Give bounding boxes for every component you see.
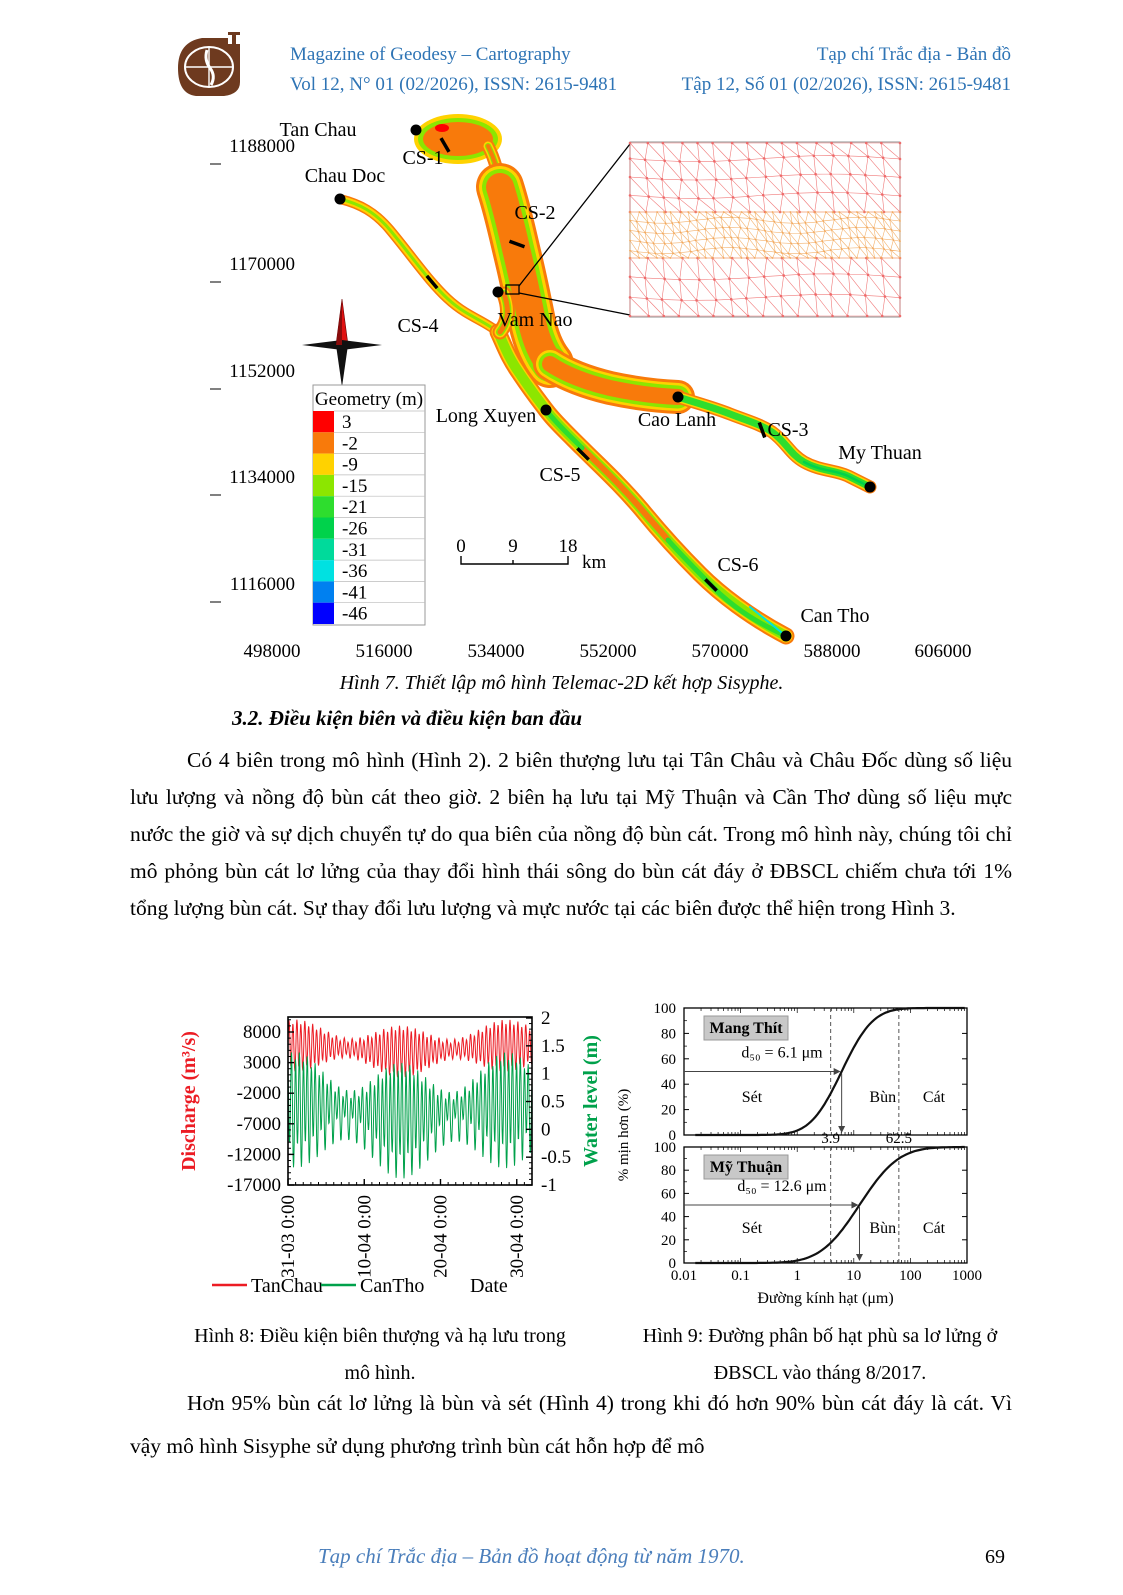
svg-text:-21: -21 [342,497,368,519]
svg-text:-9: -9 [342,454,358,476]
map-content [210,114,972,662]
svg-text:-17000: -17000 [227,1175,281,1196]
figure9-chart [612,985,1022,1310]
svg-text:Cát: Cát [922,1088,946,1106]
svg-text:8000: 8000 [243,1022,281,1043]
svg-text:TanChau: TanChau [251,1275,323,1297]
svg-text:-41: -41 [342,582,368,604]
svg-text:CS-1: CS-1 [402,147,444,169]
svg-text:1116000: 1116000 [229,574,295,595]
svg-text:62.5: 62.5 [885,1131,912,1147]
svg-text:0.01: 0.01 [670,1268,698,1284]
svg-text:1000: 1000 [952,1268,982,1284]
svg-text:Mang Thít: Mang Thít [709,1020,783,1037]
svg-text:Tan Chau: Tan Chau [279,119,357,141]
svg-text:18: 18 [558,536,578,557]
svg-text:Đường kính hạt (μm): Đường kính hạt (μm) [757,1290,894,1307]
svg-text:1134000: 1134000 [229,467,295,488]
svg-text:-0.5: -0.5 [541,1147,572,1169]
svg-text:20: 20 [661,1232,676,1249]
header-left [290,40,617,100]
svg-text:0: 0 [456,536,466,557]
svg-text:0.1: 0.1 [731,1268,750,1284]
svg-text:-2000: -2000 [236,1083,281,1105]
svg-text:80: 80 [661,1026,676,1043]
svg-text:CanTho: CanTho [360,1275,425,1297]
svg-text:9: 9 [508,536,518,557]
svg-text:1188000: 1188000 [229,136,295,157]
figure9-caption-line1: Hình 9: Đường phân bố hạt phù sa lơ lửng ở [642,1325,998,1347]
svg-text:516000: 516000 [355,641,413,662]
svg-text:80: 80 [661,1163,676,1180]
svg-text:3: 3 [342,412,352,433]
svg-text:-7000: -7000 [236,1113,281,1135]
svg-text:570000: 570000 [691,641,749,662]
svg-text:km: km [582,552,607,573]
svg-text:-12000: -12000 [227,1144,281,1166]
header-right [682,40,1011,100]
svg-text:0: 0 [668,1128,676,1144]
svg-text:Sét: Sét [741,1219,763,1237]
svg-text:-26: -26 [342,518,368,540]
compass-icon [302,299,382,387]
svg-text:Chau Doc: Chau Doc [304,165,386,187]
svg-text:-46: -46 [342,603,368,625]
figure9-caption [630,1318,1010,1392]
svg-text:Bùn: Bùn [869,1219,897,1237]
footer-journal-line: Tạp chí Trắc địa – Bản đồ hoạt động từ năm 1970. [318,1544,745,1568]
station-dot [411,125,422,136]
figure8-chart [165,985,610,1305]
svg-text:1.5: 1.5 [541,1035,565,1057]
mesh-inset [506,142,901,318]
figure8-caption-line2: mô hình. [344,1362,416,1384]
section-heading: 3.2. Điều kiện biên và điều kiện ban đầu [232,706,583,730]
svg-text:31-03 0:00: 31-03 0:00 [278,1195,299,1278]
journal-logo [170,30,252,108]
svg-text:d₅₀ = 6.1 μm: d₅₀ = 6.1 μm [741,1044,823,1062]
svg-text:2: 2 [541,1008,551,1029]
svg-text:552000: 552000 [579,641,637,662]
svg-text:20: 20 [661,1102,676,1119]
svg-text:-31: -31 [342,539,368,561]
svg-text:1170000: 1170000 [229,254,295,275]
svg-text:-2: -2 [342,433,358,455]
svg-text:CS-4: CS-4 [397,315,439,337]
svg-text:100: 100 [653,1140,676,1156]
journal-title-vi: Tạp chí Trắc địa - Bản đồ [816,44,1011,65]
svg-text:Discharge (m³/s): Discharge (m³/s) [178,1031,200,1171]
svg-text:CS-6: CS-6 [717,554,759,576]
svg-text:Mỹ Thuận: Mỹ Thuận [709,1159,783,1176]
svg-text:20-04 0:00: 20-04 0:00 [430,1195,452,1278]
journal-issue-en: Vol 12, N° 01 (02/2026), ISSN: 2615-9481 [290,74,618,95]
fig9-content [616,1001,982,1307]
svg-text:Water level (m): Water level (m) [580,1035,602,1167]
svg-text:CS-2: CS-2 [514,202,556,224]
svg-text:-36: -36 [342,561,368,583]
station-dot [493,287,504,298]
svg-text:1152000: 1152000 [229,361,295,382]
svg-text:1: 1 [541,1063,551,1085]
map-legend [313,385,425,625]
svg-text:0.5: 0.5 [541,1091,565,1113]
figure8-caption [150,1318,610,1392]
svg-text:My Thuan: My Thuan [838,442,922,464]
svg-text:CS-3: CS-3 [767,419,809,441]
footer-page-number: 69 [985,1546,1005,1568]
svg-text:Date: Date [470,1275,508,1297]
svg-text:CS-5: CS-5 [539,464,581,486]
svg-text:Long Xuyen: Long Xuyen [435,405,537,427]
svg-text:3000: 3000 [243,1052,281,1074]
svg-text:10-04 0:00: 10-04 0:00 [354,1195,376,1278]
svg-text:588000: 588000 [803,641,861,662]
svg-text:Can Tho: Can Tho [800,605,870,627]
svg-text:1: 1 [793,1268,801,1284]
svg-text:Geometry (m): Geometry (m) [314,389,424,410]
station-dot [865,482,876,493]
svg-text:-15: -15 [342,475,368,497]
series-CanTho [288,1052,532,1178]
svg-text:606000: 606000 [914,641,972,662]
figure8-caption-line1: Hình 8: Điều kiện biên thượng và hạ lưu trong [194,1325,566,1347]
svg-text:534000: 534000 [467,641,525,662]
figure7-map [190,112,1022,672]
svg-text:d₅₀ = 12.6 μm: d₅₀ = 12.6 μm [737,1178,827,1195]
svg-text:Bùn: Bùn [869,1088,897,1106]
figure9-caption-line2: ĐBSCL vào tháng 8/2017. [713,1362,927,1384]
svg-text:Sét: Sét [741,1088,763,1106]
svg-text:30-04 0:00: 30-04 0:00 [506,1195,528,1278]
journal-issue-vi: Tập 12, Số 01 (02/2026), ISSN: 2615-9481 [681,74,1011,95]
svg-text:% mịn hơn (%): % mịn hơn (%) [616,1088,632,1182]
svg-text:Vam Nao: Vam Nao [497,309,573,331]
svg-text:0: 0 [668,1256,676,1272]
svg-text:60: 60 [661,1051,676,1068]
geodesy-cartography-logo-icon [170,30,252,108]
station-dot [673,392,684,403]
fig8-content [178,1008,602,1297]
journal-title-en: Magazine of Geodesy – Cartography [290,44,571,65]
svg-text:100: 100 [653,1001,676,1017]
figure7-caption: Hình 7. Thiết lập mô hình Telemac-2D kết hợp Sisyphe. [339,672,784,694]
svg-text:498000: 498000 [243,641,301,662]
svg-text:60: 60 [661,1186,676,1203]
svg-text:-1: -1 [541,1175,557,1196]
station-dot [541,405,552,416]
svg-text:3.9: 3.9 [821,1131,841,1147]
svg-text:Cát: Cát [922,1219,946,1237]
fig8-legend [212,1275,508,1297]
svg-text:0: 0 [541,1119,551,1141]
svg-text:10: 10 [846,1268,862,1284]
station-dot [335,194,346,205]
body-paragraph-1: Có 4 biên trong mô hình (Hình 2). 2 biên thượng lưu tại Tân Châu và Châu Đốc dùng số liệu lưu lượng và nồng độ bùn cát theo giờ. 2 biên hạ lưu tại Mỹ Thuận và Cần Thơ dùng số liệu mực nước the giờ và sự dịch chuyển tự do qua biên của nồng độ bùn cát. Trong mô hình này, chúng tôi chỉ mô phỏng bùn cát lơ lửng của thay đổi hình thái sông do bùn cát đáy ở ĐBSCL chiếm chưa tới 1% tổng lượng bùn cát. Sự thay đổi lưu lượng và mực nước tại các biên được thể hiện trong Hình 3. [130,748,1012,920]
svg-text:40: 40 [661,1209,676,1226]
svg-text:40: 40 [661,1077,676,1094]
body-paragraph-2: Hơn 95% bùn cát lơ lửng là bùn và sét (Hình 4) trong khi đó hơn 90% bùn cát đáy là cát. Vì vậy mô hình Sisyphe sử dụng phương trình bùn cát hỗn hợp để mô [130,1391,1012,1458]
map-scalebar [456,536,606,573]
svg-text:100: 100 [899,1268,922,1284]
station-dot [781,631,792,642]
svg-text:Cao Lanh: Cao Lanh [637,409,717,431]
